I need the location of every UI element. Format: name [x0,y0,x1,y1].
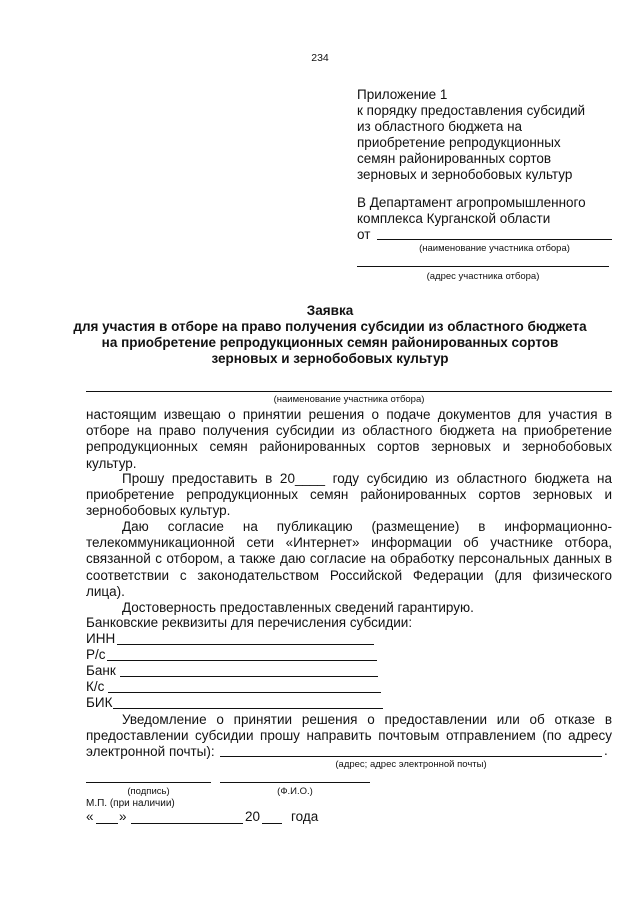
account-field[interactable] [107,660,377,661]
inn-field[interactable] [117,644,374,645]
bik-field[interactable] [113,708,383,709]
inn-label: ИНН [86,631,116,646]
signature-caption: (подпись) [127,786,170,797]
recipient-block [357,195,586,243]
document-title [60,303,600,367]
bank-field[interactable] [120,676,378,677]
paragraph-intent: настоящим извещаю о принятии решения о подаче документов для участия в отборе на право получения субсидии из областного бюджета на приобретение репродукционных семян районированных сортов зерновых и зернобобовых культур. [86,407,612,471]
paragraph-guarantee-text: Достоверность предоставленных сведений гарантирую. [122,600,474,615]
title-line: на приобретение репродукционных семян районированных сортов [101,335,559,350]
paragraph-request [86,471,612,520]
title-line: для участия в отборе на право получения субсидии из областного бюджета [73,319,587,334]
paragraph-consent [86,519,612,600]
appendix-line: зерновых и зернобобовых культур [357,167,573,182]
corr-account-label: К/с [86,679,105,694]
bank-heading: Банковские реквизиты для перечисления субсидии: [86,615,413,630]
paragraph-notification [86,712,612,760]
applicant-address-line[interactable] [357,266,609,267]
appendix-block [357,87,585,183]
applicant-name-caption: (наименование участника отбора) [419,243,570,254]
notification-text: Уведомление о принятии решения о предоставлении или об отказе в предоставлении субсидии прошу направить почтовым отправлением (по адресу электронной почты): [86,712,612,759]
stamp-label: М.П. (при наличии) [86,798,175,809]
date-open-quote: « [86,809,94,824]
corr-account-field[interactable] [108,692,381,693]
date-close-quote: » [119,809,127,824]
page-number: 234 [311,52,329,64]
applicant-name-line[interactable] [377,239,612,240]
appendix-line: семян районированных сортов [357,151,552,166]
year-suffix: года [291,809,319,824]
notification-period: . [604,743,608,758]
recipient-line: В Департамент агропромышленного [357,195,586,210]
applicant-address-caption: (адрес участника отбора) [426,271,540,282]
participant-name-line[interactable] [86,391,612,392]
fio-caption: (Ф.И.О.) [277,786,313,797]
recipient-line: комплекса Курганской области [357,211,551,226]
date-month-field[interactable] [131,823,243,824]
signature-field[interactable] [86,782,211,783]
paragraph-consent-text: Даю согласие на публикацию (размещение) в информационно-телекоммуникационной сети «Интернет» информации об участнике отбора, связанной с отбором, а также даю согласие на обработку персональных данных в соответствии с законодательством Российской Федерации (для физического лица). [86,519,612,599]
paragraph-guarantee [86,600,612,616]
from-label: от [357,227,371,242]
appendix-line: приобретение репродукционных [357,135,561,150]
account-label: Р/с [86,647,106,662]
date-year-field[interactable] [262,823,282,824]
appendix-line: Приложение 1 [357,87,448,102]
bank-label: Банк [86,663,116,678]
title-line: зерновых и зернобобовых культур [211,351,449,366]
email-address-caption: (адрес; адрес электронной почты) [335,759,487,770]
participant-name-caption: (наименование участника отбора) [273,394,425,405]
fio-field[interactable] [220,782,370,783]
date-day-field[interactable] [96,823,118,824]
appendix-line: из областного бюджета на [357,119,523,134]
appendix-line: к порядку предоставления субсидий [357,103,586,118]
paragraph-request-text: Прошу предоставить в 20____ году субсидию из областного бюджета на приобретение репродукционных семян районированных сортов зерновых и зернобобовых культур. [86,471,612,519]
bik-label: БИК [86,695,113,710]
title-main: Заявка [306,303,354,318]
year-prefix: 20 [245,809,261,824]
email-address-field[interactable] [220,756,602,757]
